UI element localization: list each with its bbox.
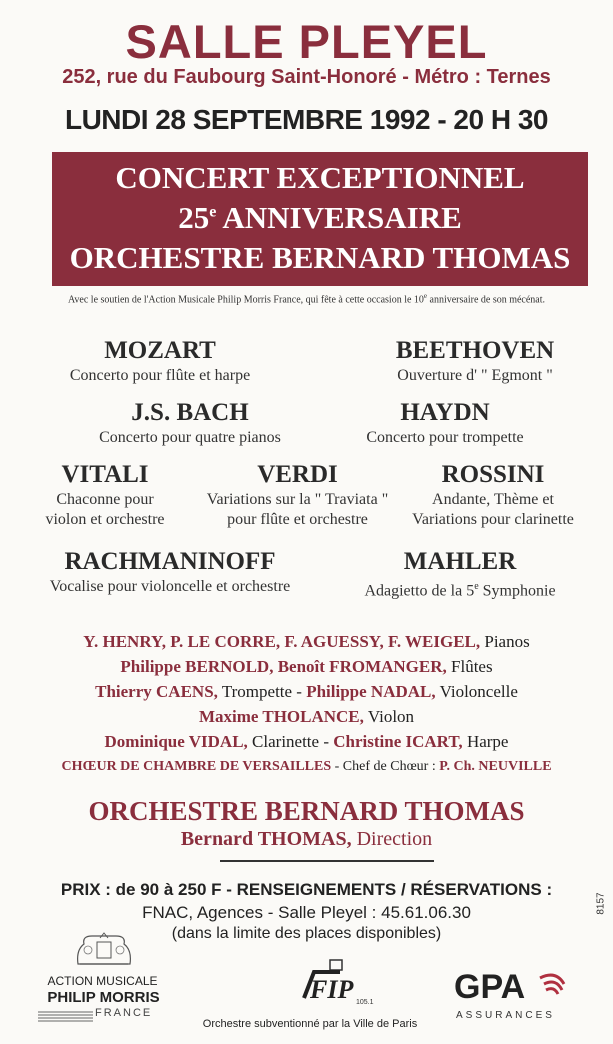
sponsor-note-sup: e bbox=[423, 292, 428, 300]
work-title: Ouverture d' " Egmont " bbox=[397, 367, 553, 384]
svg-text:ASSURANCES: ASSURANCES bbox=[456, 1010, 555, 1021]
performer-role: Harpe bbox=[462, 732, 509, 751]
price-info: PRIX : de 90 à 250 F - RENSEIGNEMENTS / RÉSERVATIONS : bbox=[60, 880, 553, 899]
program-item-verdi bbox=[185, 460, 410, 530]
work-title bbox=[340, 577, 580, 601]
subvention-note: Orchestre subventionné par la Ville de Paris bbox=[202, 1018, 418, 1030]
work-title-end: Symphonie bbox=[478, 582, 556, 600]
program-item-rachmaninoff bbox=[20, 547, 320, 597]
program-item-bach bbox=[60, 398, 320, 448]
orchestra-director bbox=[0, 828, 613, 851]
pm-line-3: FRANCE bbox=[95, 1007, 153, 1019]
sponsor-note-end: anniversaire de son mécénat. bbox=[427, 294, 546, 306]
performers-pianos bbox=[0, 632, 613, 652]
pm-stripes-icon bbox=[38, 1010, 93, 1022]
pm-line-2: PHILIP MORRIS bbox=[47, 989, 160, 1006]
availability-note: (dans la limite des places disponibles) bbox=[171, 925, 442, 942]
booking-phone: FNAC, Agences - Salle Pleyel : 45.61.06.30 bbox=[142, 903, 471, 922]
program-item-vitali bbox=[20, 460, 190, 530]
performer-names: CHŒUR DE CHAMBRE DE VERSAILLES bbox=[61, 759, 332, 774]
program-item-mahler bbox=[340, 547, 580, 601]
performer-role: Trompette - bbox=[217, 682, 307, 701]
performer-names: Dominique VIDAL, bbox=[104, 732, 248, 751]
performers-clarinet-harp bbox=[0, 732, 613, 752]
performers-flutes bbox=[0, 657, 613, 677]
work-title-sup: e bbox=[474, 581, 479, 592]
venue-address: 252, rue du Faubourg Saint-Honoré - Métro : Ternes bbox=[62, 66, 551, 88]
work-title: Variations pour clarinette bbox=[412, 511, 574, 528]
director-name: Bernard THOMAS, bbox=[180, 828, 352, 850]
philip-morris-crest-icon bbox=[70, 930, 138, 968]
orchestra-name: ORCHESTRE BERNARD THOMAS bbox=[88, 796, 525, 826]
concert-date: LUNDI 28 SEPTEMBRE 1992 - 20 H 30 bbox=[64, 104, 548, 135]
performer-names: Philippe NADAL, bbox=[306, 682, 436, 701]
anniversary-suffix: e bbox=[209, 203, 217, 221]
program-item-rossini bbox=[393, 460, 593, 530]
work-title: pour flûte et orchestre bbox=[227, 511, 368, 528]
performer-role: Violoncelle bbox=[435, 682, 518, 701]
performer-names: Y. HENRY, P. LE CORRE, F. AGUESSY, F. WEIGEL, bbox=[83, 632, 481, 651]
work-title: Concerto pour flûte et harpe bbox=[69, 367, 251, 384]
performer-names: Christine ICART, bbox=[333, 732, 463, 751]
composer-name: VITALI bbox=[61, 461, 149, 488]
banner-line-1: CONCERT EXCEPTIONNEL bbox=[115, 160, 525, 195]
fip-logo-icon bbox=[300, 958, 382, 1006]
performer-role: Flûtes bbox=[446, 657, 493, 676]
print-code: 8157 bbox=[595, 892, 607, 915]
venue-title: SALLE PLEYEL bbox=[125, 15, 488, 68]
director-role: Direction bbox=[351, 828, 433, 850]
program-item-mozart bbox=[40, 336, 280, 386]
banner-line-2 bbox=[52, 200, 588, 236]
performer-role: Clarinette - bbox=[247, 732, 334, 751]
performer-role: Pianos bbox=[480, 632, 530, 651]
concert-banner bbox=[52, 152, 588, 286]
composer-name: ROSSINI bbox=[441, 461, 545, 488]
performer-role: Violon bbox=[363, 707, 415, 726]
svg-text:FIP: FIP bbox=[310, 975, 354, 1004]
divider bbox=[220, 860, 434, 862]
anniversary-label: ANNIVERSAIRE bbox=[216, 200, 462, 235]
sponsor-note-text: Avec le soutien de l'Action Musicale Philip Morris France, qui fête à cette occasion le 10 bbox=[67, 294, 424, 306]
work-title: Variations sur la " Traviata " bbox=[206, 491, 389, 508]
svg-text:GPA: GPA bbox=[454, 968, 526, 1006]
performer-names: Philippe BERNOLD, Benoît FROMANGER, bbox=[120, 657, 447, 676]
program-item-beethoven bbox=[355, 336, 595, 386]
work-title: violon et orchestre bbox=[45, 511, 165, 528]
work-title: Vocalise pour violoncelle et orchestre bbox=[49, 578, 291, 595]
composer-name: HAYDN bbox=[400, 399, 490, 426]
banner-line-3: ORCHESTRE BERNARD THOMAS bbox=[69, 240, 571, 275]
composer-name: MAHLER bbox=[403, 548, 517, 575]
composer-name: J.S. BACH bbox=[131, 399, 249, 426]
work-title: Concerto pour quatre pianos bbox=[99, 429, 281, 446]
performer-names: Thierry CAENS, bbox=[95, 682, 218, 701]
work-title: Chaconne pour bbox=[56, 491, 154, 508]
anniversary-number: 25 bbox=[178, 200, 210, 235]
sponsor-note bbox=[0, 292, 613, 305]
performer-role: - Chef de Chœur : bbox=[331, 759, 440, 774]
performer-names: Maxime THOLANCE, bbox=[198, 707, 364, 726]
program-item-haydn bbox=[325, 398, 565, 448]
composer-name: BEETHOVEN bbox=[395, 337, 555, 364]
composer-name: VERDI bbox=[257, 461, 338, 488]
composer-name: MOZART bbox=[104, 337, 216, 364]
performer-names: P. Ch. NEUVILLE bbox=[439, 759, 552, 774]
work-title: Andante, Thème et bbox=[432, 491, 554, 508]
gpa-logo-icon bbox=[452, 962, 572, 1022]
work-title-text: Adagietto de la 5 bbox=[364, 582, 475, 600]
composer-name: RACHMANINOFF bbox=[64, 548, 276, 575]
work-title: Concerto pour trompette bbox=[366, 429, 524, 446]
performers-choir bbox=[0, 759, 613, 775]
performers-trumpet-cello bbox=[0, 682, 613, 702]
svg-text:105.1: 105.1 bbox=[356, 999, 374, 1006]
pm-line-1: ACTION MUSICALE bbox=[47, 974, 158, 988]
performers-violin bbox=[0, 707, 613, 727]
